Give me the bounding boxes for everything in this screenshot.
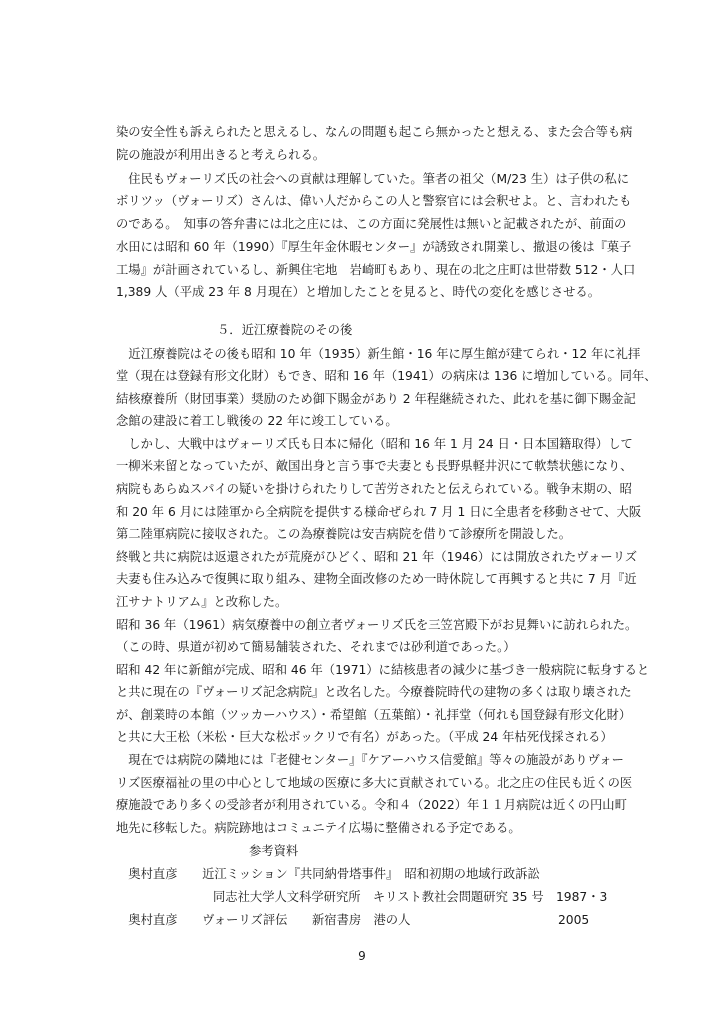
body-text-line: しかし、大戦中はヴォーリズ氏も日本に帰化（昭和 16 年 1 月 24 日・日本国籍取得）して (116, 437, 633, 451)
body-text-line: （この時、県道が初めて簡易舗装された、それまでは砂利道であった。） (116, 640, 516, 654)
body-text-line: 一柳米来留となっていたが、敵国出身と言う事で夫妻とも長野県軽井沢にて軟禁状態になり、 (116, 459, 633, 473)
reference-entry: 奥村直彦 ヴォーリズ評伝 新宿書房 港の人 2005 (116, 913, 590, 927)
body-text-line: 工場』が計画されているし、新興住宅地 岩崎町もあり、現在の北之庄町は世帯数 512・人口 (116, 263, 636, 277)
body-text-line: が、創業時の本館（ツッカーハウス）・希望館（五葉館）・礼拝堂（何れも国登録有形文化財） (116, 708, 632, 722)
body-text-line: 昭和 36 年（1961）病気療養中の創立者ヴォーリズ氏を三笠宮殿下がお見舞いに訪れられた。 (116, 618, 638, 632)
references-heading: 参考資料 (249, 844, 299, 858)
reference-entry-continuation: 同志社大学人文科学研究所 キリスト教社会問題研究 35 号 1987・3 (213, 890, 608, 904)
body-text-line: 堂（現在は登録有形文化財）もでき、昭和 16 年（1941）の病床は 136 に増加している。同年、 (116, 369, 657, 383)
body-text-line: 昭和 42 年に新館が完成、昭和 46 年（1971）に結核患者の減少に基づき一般病院に転身すると (116, 663, 650, 677)
body-text-line: 結核療養所（財団事業）奨励のため御下賜金があり 2 年程継続された、此れを基に御下賜金記 (116, 392, 636, 406)
body-text-line: 病院もあらぬスパイの疑いを掛けられたりして苦労されたと伝えられている。戦争末期の、昭 (116, 482, 632, 496)
body-text-line: 終戦と共に病院は返還されたが荒廃がひどく、昭和 21 年（1946）には開放されたヴォーリズ (116, 550, 638, 564)
body-text-line: 近江療養院はその後も昭和 10 年（1935）新生館・16 年に厚生館が建てられ・12 年に礼拝 (116, 347, 641, 361)
body-text-line: のである。 知事の答弁書には北之庄には、この方面に発展性は無いと記載されたが、前面の (116, 217, 627, 231)
body-text-line: 和 20 年 6 月には陸軍から全病院を提供する様命ぜられ 7 月 1 日に全患者を移動させて、大阪 (116, 505, 642, 519)
body-text-line: 1,389 人（平成 23 年 8 月現在）と増加したことを見ると、時代の変化を感じさせる。 (116, 285, 601, 299)
body-text-line: 第二陸軍病院に接収された。この為療養院は安吉病院を借りて診療所を開設した。 (116, 527, 571, 541)
body-text-line: と共に大王松（米松・巨大な松ボックリで有名）があった。（平成 24 年枯死伐採される） (116, 730, 613, 744)
body-text-line: 療施設であり多くの受診者が利用されている。令和４（2022）年１１月病院は近くの円山町 (116, 798, 627, 812)
body-text-line: 夫妻も住み込みで復興に取り組み、建物全面改修のため一時休院して再興すると共に 7 月『近 (116, 572, 637, 586)
section-heading: ５．近江療養院のその後 (217, 323, 353, 337)
body-text-line: 江サナトリアム』と改称した。 (116, 595, 288, 609)
body-text-line: と共に現在の『ヴォーリズ記念病院』と改名した。今療養院時代の建物の多くは取り壊された (116, 685, 632, 699)
body-text-line: 現在では病院の隣地には『老健センター』『ケアーハウス信愛館』等々の施設がありヴォー (116, 753, 624, 767)
body-text-line: ボリツッ（ヴォーリズ）さんは、偉い人だからこの人と警察官には会釈せよ。と、言われたも (116, 194, 632, 208)
body-text-line: 院の施設が利用出きると考えられる。 (116, 148, 326, 162)
body-text-line: リズ医療福祉の里の中心として地域の医療に多大に貢献されている。北之庄の住民も近くの医 (116, 776, 633, 790)
body-text-line: 地先に移転した。病院跡地はコミュニテイ広場に整備される予定である。 (116, 821, 521, 835)
body-text-line: 水田には昭和 60 年（1990）『厚生年金休暇センター』が誘致され開業し、撤退の後は『菓子 (116, 240, 632, 254)
reference-entry: 奥村直彦 近江ミッション『共同納骨塔事件』 昭和初期の地域行政訴訟 (116, 867, 540, 881)
body-text-line: 住民もヴォーリズ氏の社会への貢献は理解していた。筆者の祖父（M/23 生）は子供の私に (116, 172, 630, 186)
body-text-line: 染の安全性も訴えられたと思えるし、なんの問題も起こら無かったと想える、また会合等も病 (116, 125, 633, 139)
body-text-line: 念館の建設に着工し戦後の 22 年に竣工している。 (116, 414, 398, 428)
page-number: 9 (358, 949, 366, 963)
